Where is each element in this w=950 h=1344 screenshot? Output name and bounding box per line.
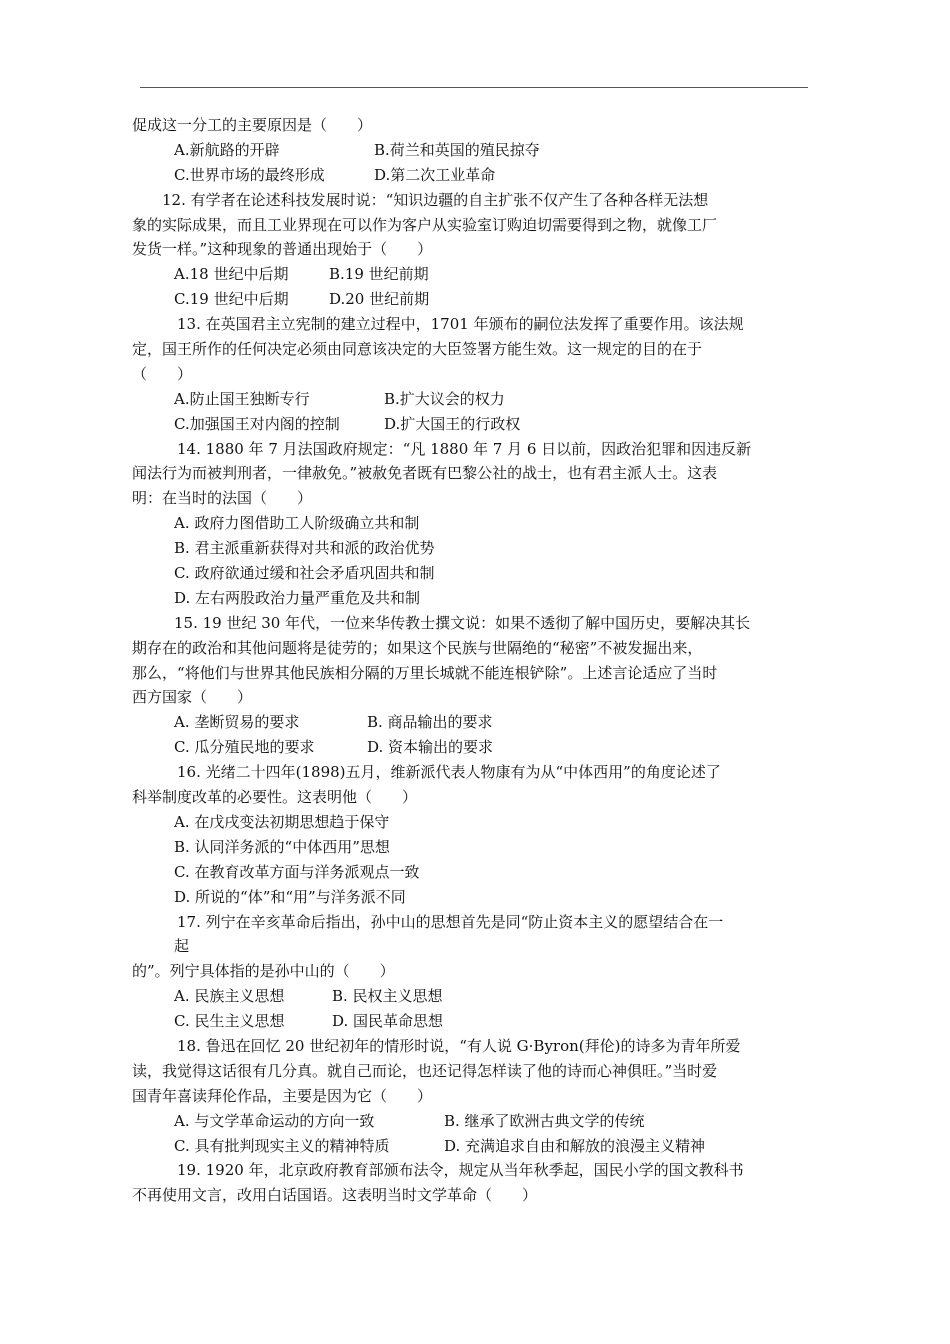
text-line: 12. 有学者在论述科技发展时说：“知识边疆的自主扩张不仅产生了各种各样无法想	[162, 190, 709, 209]
option-left: A.18 世纪中后期	[174, 265, 289, 284]
option-right: B.19 世纪前期	[329, 265, 429, 284]
text-line: 国青年喜读拜伦作品，主要是因为它（ ）	[132, 1086, 433, 1105]
text-line: 那么，“将他们与世界其他民族相分隔的万里长城就不能连根铲除”。上述言论适应了当时	[132, 663, 718, 682]
text-line: 促成这一分工的主要原因是（ ）	[132, 116, 373, 134]
text-line	[132, 1134, 808, 1159]
text-line: （ ）	[132, 364, 193, 383]
option-right: B.荷兰和英国的殖民掠夺	[374, 140, 540, 159]
text-line: B. 君主派重新获得对共和派的政治优势	[174, 539, 435, 558]
text-line: D. 左右两股政治力量严重危及共和制	[174, 588, 421, 607]
text-line: 发货一样。”这种现象的普通出现始于（ ）	[132, 240, 433, 259]
text-line: 明：在当时的法国（ ）	[132, 489, 313, 508]
option-right: B. 商品输出的要求	[367, 713, 493, 732]
text-line: 15. 19 世纪 30 年代，一位来华传教士撰文说：如果不透彻了解中国历史，要解决其长	[174, 613, 751, 632]
text-line: 定，国王所作的任何决定必须由同意该决定的大臣签署方能生效。这一规定的目的在于	[132, 340, 703, 359]
text-line: D. 所说的“体”和“用”与洋务派不同	[174, 887, 406, 906]
text-line	[132, 710, 808, 735]
text-line: B. 认同洋务派的“中体西用”思想	[174, 837, 390, 856]
text-line: 13. 在英国君主立宪制的建立过程中，1701 年颁布的嗣位法发挥了重要作用。该法规	[177, 315, 744, 334]
option-left: C.世界市场的最终形成	[174, 165, 325, 184]
text-line	[132, 984, 808, 1009]
text-line: 14. 1880 年 7 月法国政府规定：“凡 1880 年 7 月 6 日以前，因政治犯罪和因违反新	[177, 439, 752, 458]
option-left: A.新航路的开辟	[174, 140, 280, 159]
option-right: D.第二次工业革命	[374, 165, 496, 184]
text-line: A. 在戊戌变法初期思想趋于保守	[174, 812, 390, 831]
text-line	[132, 1009, 808, 1034]
option-left: A. 民族主义思想	[174, 987, 285, 1006]
text-line: 19. 1920 年，北京政府教育部颁布法令，规定从当年秋季起，国民小学的国文教科书	[177, 1161, 744, 1180]
text-line	[132, 387, 808, 412]
option-left: C.19 世纪中后期	[174, 290, 289, 309]
option-left: C. 民生主义思想	[174, 1012, 285, 1031]
text-line	[132, 412, 808, 437]
text-line: 期存在的政治和其他问题将是徒劳的；如果这个民族与世隔绝的“秘密”不被发掘出来，	[132, 638, 703, 657]
option-right: B.扩大议会的权力	[384, 389, 505, 408]
option-left: C. 瓜分殖民地的要求	[174, 738, 315, 757]
option-left: A.防止国王独断专行	[174, 389, 310, 408]
text-line	[132, 1109, 808, 1134]
text-line: 16. 光绪二十四年(1898)五月，维新派代表人物康有为从“中体西用”的角度论述了	[177, 763, 721, 782]
text-line: 不再使用文言，改用白话国语。这表明当时文学革命（ ）	[132, 1186, 538, 1205]
option-right: B. 民权主义思想	[332, 987, 443, 1006]
text-line: 读，我觉得这话很有几分真。就自己而论，也还记得怎样读了他的诗而心神俱旺。”当时爱	[132, 1061, 718, 1080]
option-right: D. 国民革命思想	[332, 1012, 444, 1031]
text-line: A. 政府力图借助工人阶级确立共和制	[174, 514, 420, 533]
option-left: A. 垄断贸易的要求	[174, 713, 300, 732]
text-line: 科举制度改革的必要性。这表明他（ ）	[132, 788, 418, 807]
text-line: 象的实际成果，而且工业界现在可以作为客户从实验室订购迫切需要得到之物，就像工厂	[132, 215, 718, 234]
text-line: 的”。列宁具体指的是孙中山的（ ）	[132, 962, 395, 981]
text-line: 西方国家（ ）	[132, 688, 253, 707]
option-left: A. 与文学革命运动的方向一致	[174, 1111, 375, 1130]
option-right: D. 资本输出的要求	[367, 738, 494, 757]
text-line: 起	[174, 937, 190, 956]
text-line	[132, 138, 808, 163]
text-line	[132, 262, 808, 287]
option-right: D. 充满追求自由和解放的浪漫主义精神	[444, 1136, 706, 1155]
option-right: D.20 世纪前期	[329, 290, 430, 309]
text-line: 18. 鲁迅在回忆 20 世纪初年的情形时说，“有人说 G·Byron(拜伦)的诗多为青年所爱	[177, 1036, 741, 1055]
option-left: C. 具有批判现实主义的精神特质	[174, 1136, 390, 1155]
header-rule	[140, 87, 808, 88]
text-line: 闻法行为而被判刑者，一律赦免。”被赦免者既有巴黎公社的战士，也有君主派人士。这表	[132, 464, 718, 483]
option-right: D.扩大国王的行政权	[384, 414, 521, 433]
text-line: C. 政府欲通过缓和社会矛盾巩固共和制	[174, 564, 435, 583]
option-right: B. 继承了欧洲古典文学的传统	[444, 1111, 645, 1130]
text-line: C. 在教育改革方面与洋务派观点一致	[174, 862, 420, 881]
text-line: 17. 列宁在辛亥革命后指出，孙中山的思想首先是同“防止资本主义的愿望结合在一	[177, 912, 724, 931]
text-line	[132, 163, 808, 188]
text-line	[132, 735, 808, 760]
option-left: C.加强国王对内阁的控制	[174, 414, 340, 433]
text-line	[132, 287, 808, 312]
exam-text-body	[132, 113, 808, 1208]
